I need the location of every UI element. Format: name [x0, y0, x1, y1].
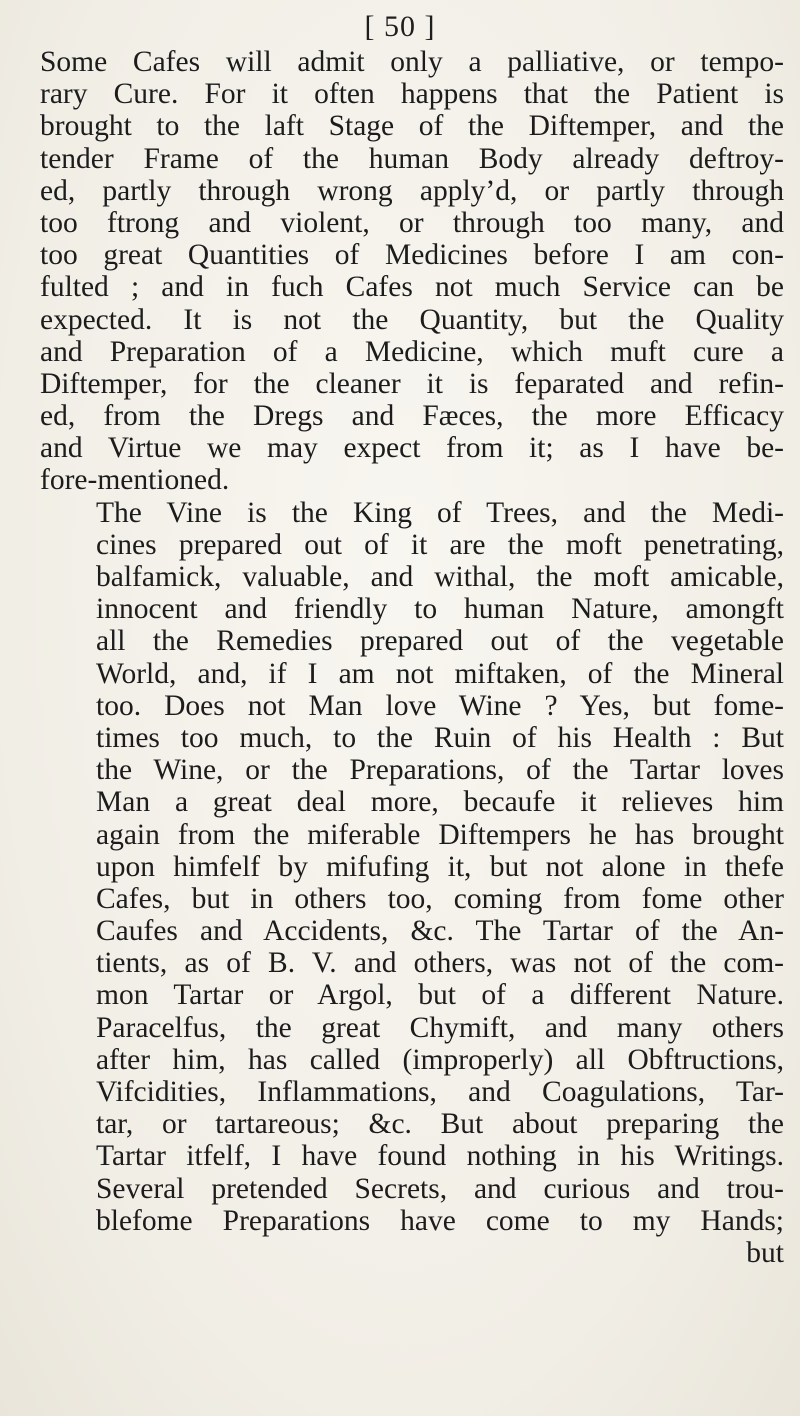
- text-line: innocent and friendly to human Nature, amongft: [96, 593, 784, 626]
- text-line: ed, from the Dregs and Fæces, the more Efficacy: [40, 400, 784, 433]
- text-line: Tartar itfelf, I have found nothing in his Writings.: [96, 1140, 784, 1173]
- text-line: tender Frame of the human Body already deftroy-: [40, 142, 784, 175]
- text-line: after him, has called (improperly) all Obftructions,: [96, 1043, 784, 1076]
- text-line: World, and, if I am not miftaken, of the Mineral: [96, 657, 784, 690]
- text-line: cines prepared out of it are the moft penetrating,: [96, 528, 784, 561]
- text-line: brought to the laft Stage of the Diftemper, and the: [40, 110, 784, 143]
- text-line: too ftrong and violent, or through too many, and: [40, 206, 784, 239]
- text-line: expected. It is not the Quantity, but the Quality: [40, 303, 784, 336]
- text-line: and Virtue we may expect from it; as I have be-: [40, 432, 784, 465]
- text-line: mon Tartar or Argol, but of a different Nature.: [96, 979, 784, 1012]
- text-line: Vifcidities, Inflammations, and Coagulations, Tar-: [96, 1076, 784, 1108]
- text-line: again from the miferable Diftempers he has brought: [96, 818, 784, 851]
- text-line: fulted ; and in fuch Cafes not much Service can be: [40, 271, 784, 304]
- text-line: too great Quantities of Medicines before I am con-: [40, 239, 784, 272]
- text-line: Paracelfus, the great Chymift, and many others: [96, 1011, 784, 1044]
- text-line: the Wine, or the Preparations, of the Tartar loves: [96, 754, 784, 787]
- text-line: Caufes and Accidents, &c. The Tartar of the An-: [96, 915, 784, 948]
- text-line: Several pretended Secrets, and curious and trou-: [96, 1172, 784, 1205]
- text-line: upon himfelf by mifufing it, but not alone in thefe: [96, 850, 784, 883]
- page-number: [ 50 ]: [364, 10, 436, 43]
- text-line: tar, or tartareous; &c. But about preparing the: [96, 1108, 784, 1141]
- text-line: fore-mentioned.: [40, 464, 230, 497]
- text-line: The Vine is the King of Trees, and the Medi-: [96, 496, 784, 529]
- text-line: Cafes, but in others too, coming from fome other: [96, 882, 784, 915]
- text-line: times too much, to the Ruin of his Health : But: [96, 721, 784, 754]
- body-text: [40, 46, 784, 1269]
- text-line: tients, as of B. V. and others, was not of the com-: [96, 947, 784, 980]
- text-line: and Preparation of a Medicine, which muft cure a: [40, 335, 784, 368]
- text-line: all the Remedies prepared out of the vegetable: [96, 625, 784, 658]
- text-line: too. Does not Man love Wine ? Yes, but fome-: [96, 689, 784, 722]
- text-line: ed, partly through wrong apply’d, or partly through: [40, 174, 784, 207]
- catchword: but: [746, 1236, 784, 1269]
- text-line: rary Cure. For it often happens that the Patient is: [40, 78, 784, 111]
- text-line: balfamick, valuable, and withal, the moft amicable,: [96, 561, 784, 593]
- text-line: Diftemper, for the cleaner it is feparated and refin-: [40, 367, 784, 400]
- text-line: Man a great deal more, becaufe it relieves him: [96, 786, 784, 819]
- text-line: blefome Preparations have come to my Hands;: [96, 1204, 784, 1237]
- text-line: Some Cafes will admit only a palliative, or tempo-: [40, 46, 784, 78]
